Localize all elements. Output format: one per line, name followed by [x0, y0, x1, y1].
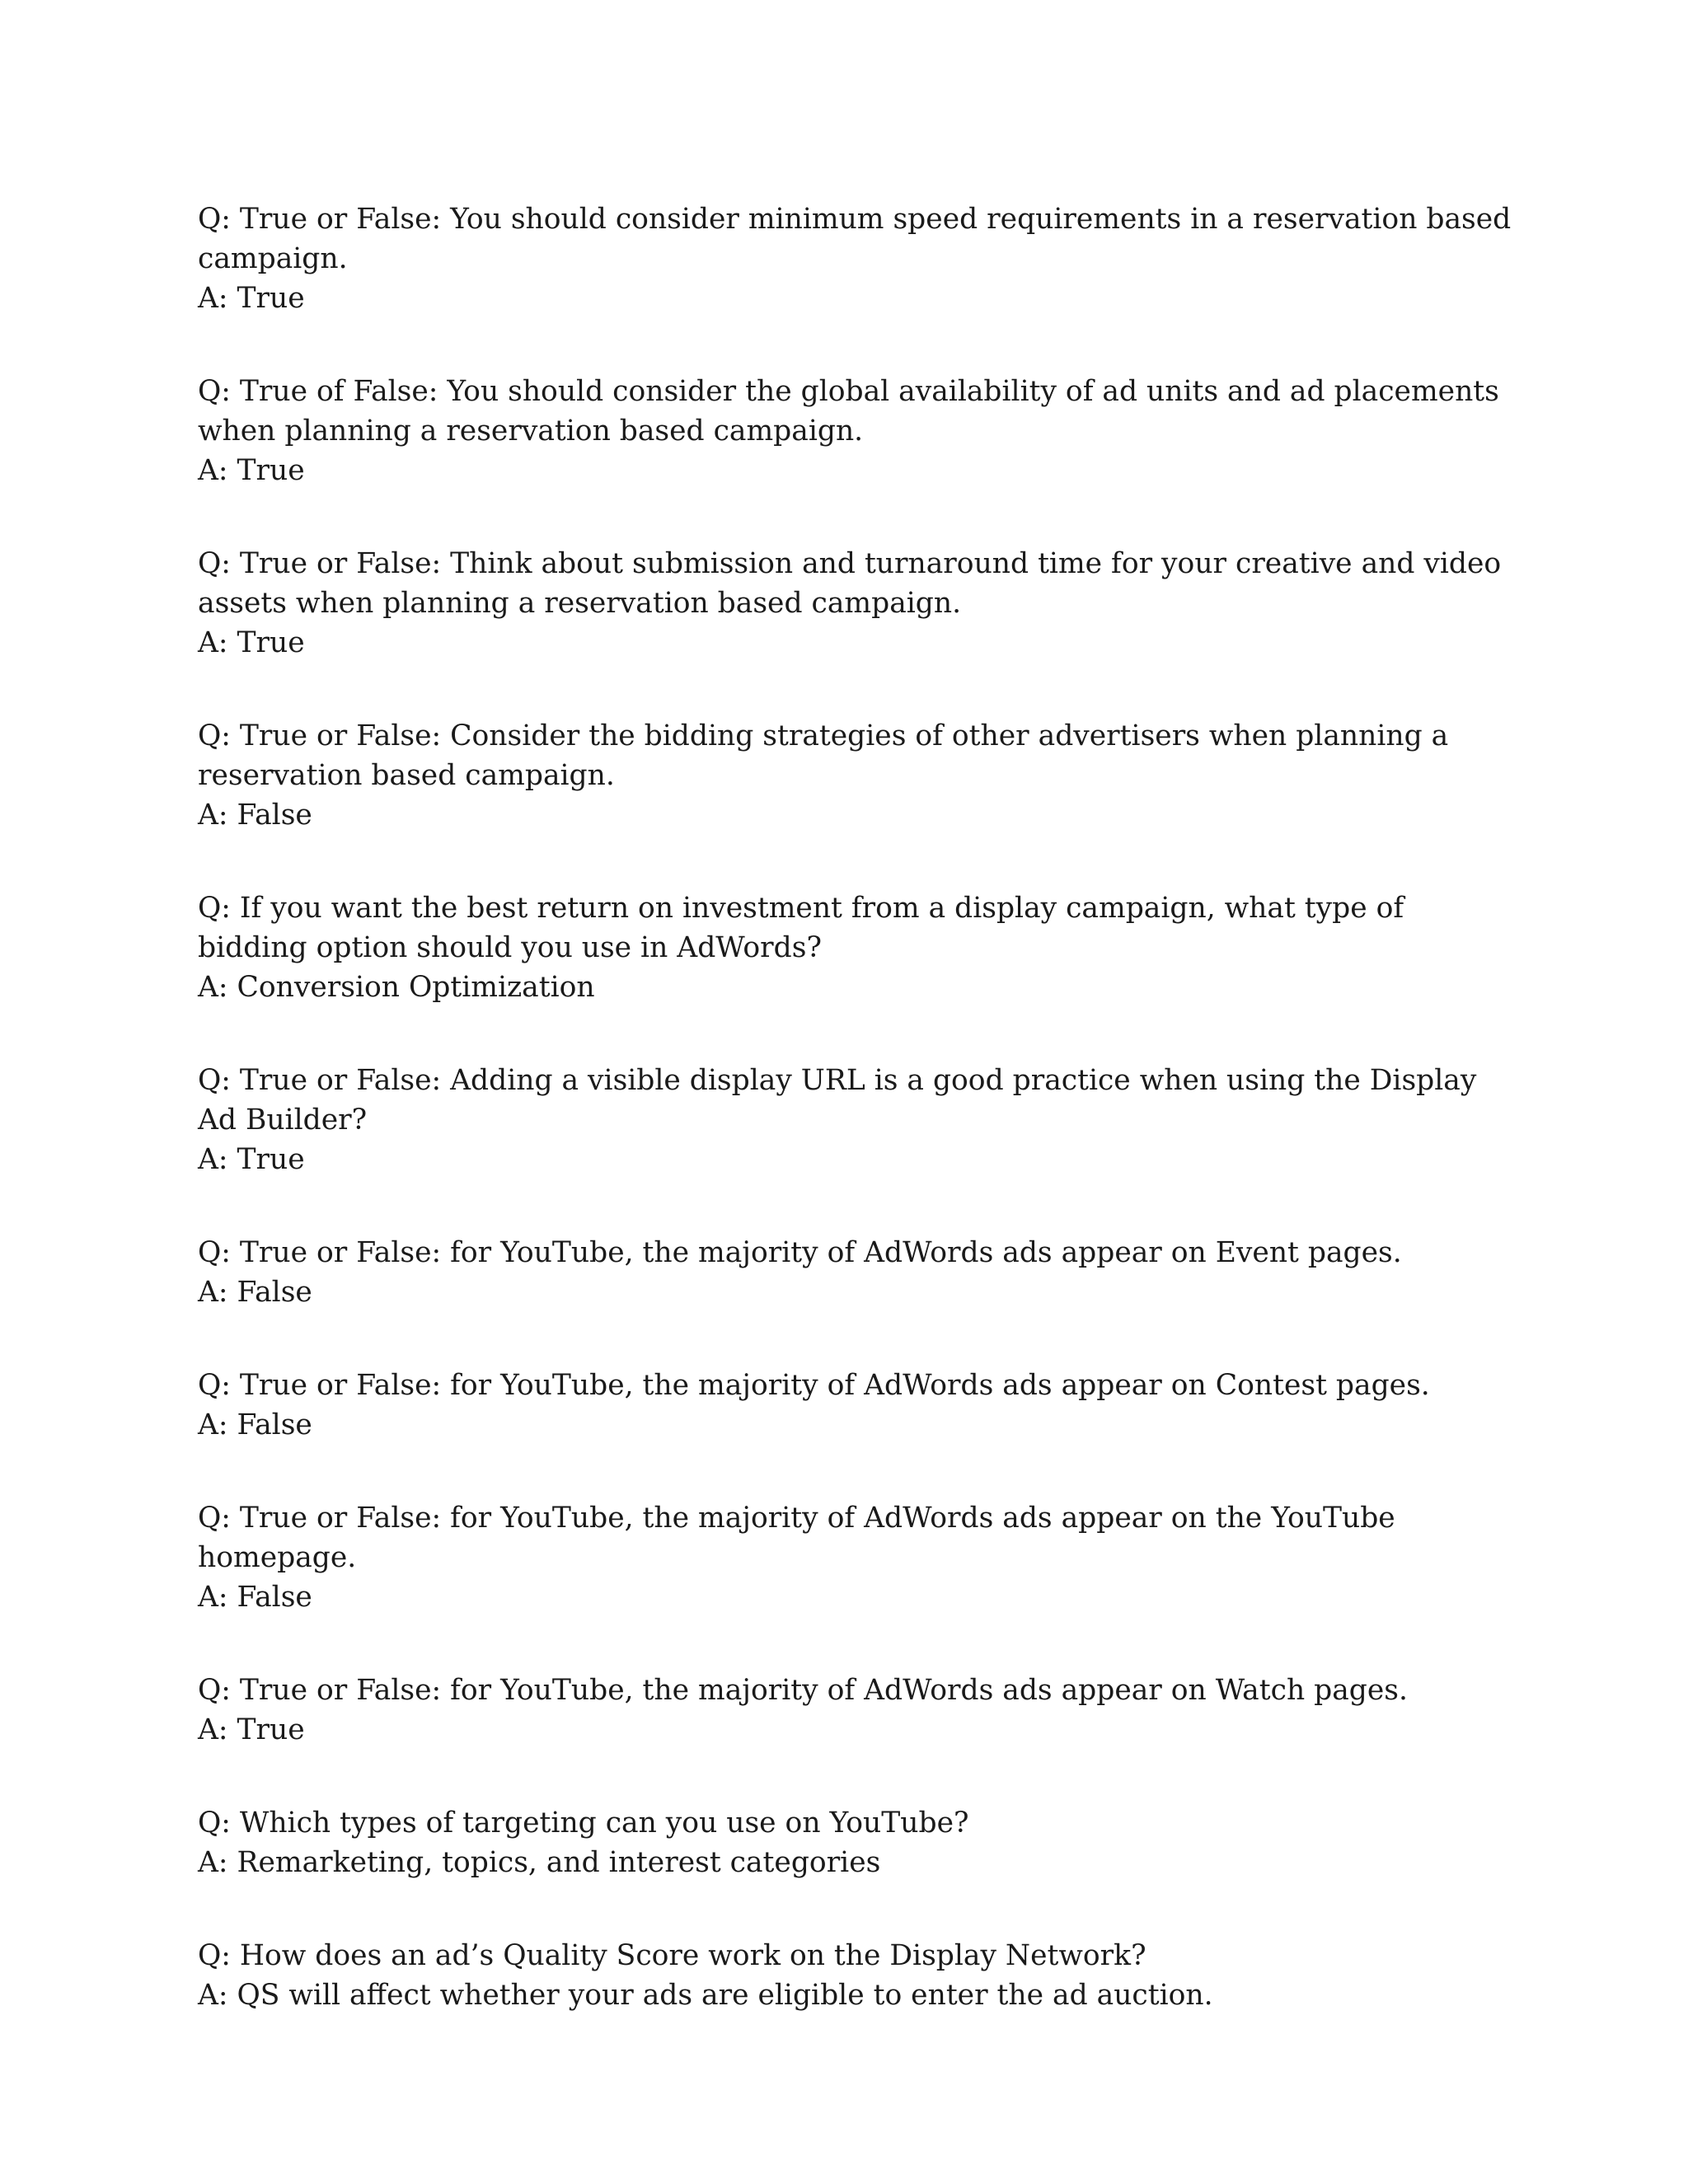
qa-item	[198, 1936, 1517, 2015]
qa-item	[198, 1498, 1517, 1617]
question-text: Q: True or False: for YouTube, the majority of AdWords ads appear on Contest pages.	[198, 1369, 1430, 1402]
question-text: Q: True or False: for YouTube, the majority of AdWords ads appear on Event pages.	[198, 1236, 1402, 1269]
qa-item	[198, 544, 1517, 663]
answer-text: A: False	[198, 1276, 312, 1309]
qa-item	[198, 372, 1517, 490]
qa-item	[198, 1233, 1517, 1312]
qa-item	[198, 1671, 1517, 1750]
answer-text: A: QS will affect whether your ads are eligible to enter the ad auction.	[198, 1979, 1213, 2012]
qa-item	[198, 1366, 1517, 1445]
qa-item	[198, 1061, 1517, 1179]
answer-text: A: True	[198, 626, 305, 659]
answer-text: A: True	[198, 454, 305, 487]
answer-text: A: False	[198, 799, 312, 832]
question-text: Q: How does an ad’s Quality Score work on the Display Network?	[198, 1939, 1146, 1972]
question-text: Q: True or False: for YouTube, the majority of AdWords ads appear on the YouTube homepage.	[198, 1502, 1395, 1574]
answer-text: A: Conversion Optimization	[198, 971, 595, 1004]
answer-text: A: True	[198, 1143, 305, 1176]
answer-text: A: False	[198, 1581, 312, 1614]
qa-item	[198, 888, 1517, 1007]
question-text: Q: True or False: for YouTube, the majority of AdWords ads appear on Watch pages.	[198, 1674, 1408, 1707]
question-text: Q: True of False: You should consider the global availability of ad units and ad placements when planning a reservation based campaign.	[198, 375, 1499, 448]
qa-item	[198, 1803, 1517, 1882]
question-text: Q: If you want the best return on investment from a display campaign, what type of bidding option should you use in AdWords?	[198, 892, 1404, 964]
qa-list	[198, 199, 1517, 2069]
answer-text: A: False	[198, 1408, 312, 1441]
question-text: Q: True or False: Consider the bidding strategies of other advertisers when planning a reservation based campaign.	[198, 719, 1449, 792]
qa-item	[198, 716, 1517, 835]
qa-item	[198, 199, 1517, 318]
question-text: Q: True or False: Think about submission and turnaround time for your creative and video assets when planning a reservation based campaign.	[198, 547, 1502, 620]
answer-text: A: True	[198, 1713, 305, 1746]
answer-text: A: True	[198, 282, 305, 315]
question-text: Q: Which types of targeting can you use on YouTube?	[198, 1807, 969, 1840]
question-text: Q: True or False: You should consider minimum speed requirements in a reservation based campaign.	[198, 203, 1512, 275]
answer-text: A: Remarketing, topics, and interest categories	[198, 1846, 881, 1879]
question-text: Q: True or False: Adding a visible display URL is a good practice when using the Display Ad Builder?	[198, 1064, 1477, 1137]
